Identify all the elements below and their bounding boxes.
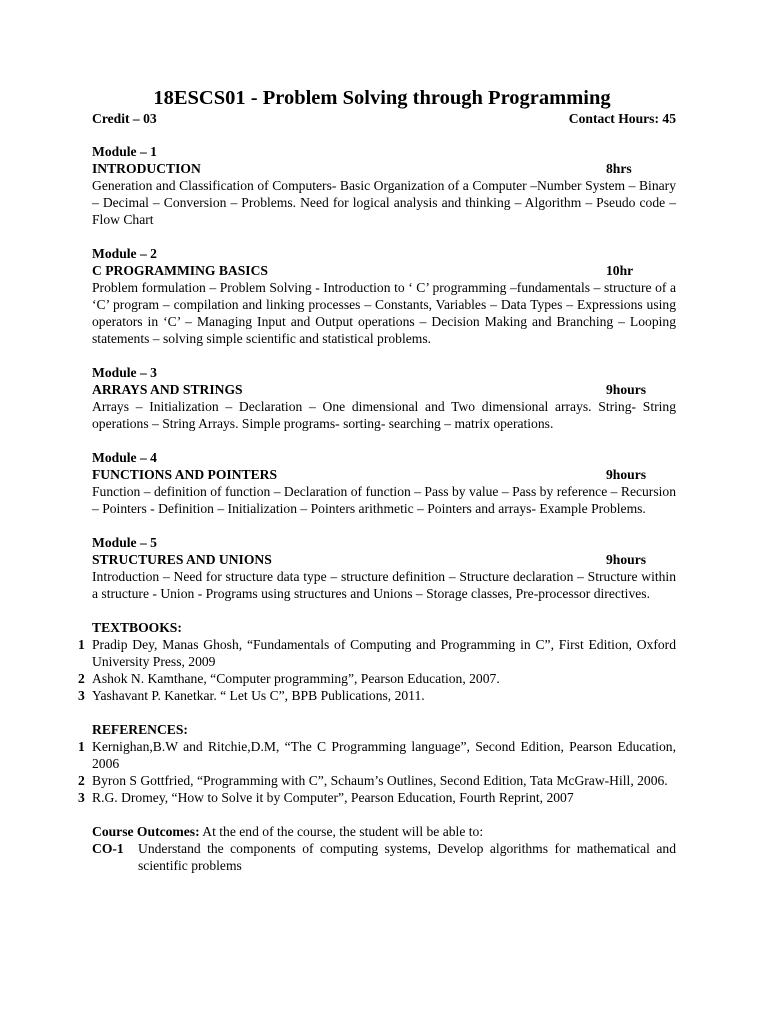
module-5 [92,534,676,602]
module-title: INTRODUCTION [92,161,201,176]
module-hours: 8hrs [606,161,632,176]
module-title: C PROGRAMMING BASICS [92,263,268,278]
references-heading: REFERENCES: [92,722,188,737]
module-body: Introduction – Need for structure data type – structure definition – Structure declaration – Structure within a structure - Union - Programs using structures and Unions – Storage classes, Pre-processor directives. [92,569,676,601]
module-3 [92,364,676,432]
module-hours: 9hours [606,382,647,397]
course-outcomes-section [92,823,676,874]
list-item [78,687,676,704]
module-1 [92,143,676,228]
list-item [78,772,676,789]
outcomes-intro-line [92,823,676,840]
textbooks-heading: TEXTBOOKS: [92,620,182,635]
list-item [78,738,676,772]
module-number: Module – 1 [92,144,157,159]
module-number: Module – 4 [92,450,157,465]
outcome-code: CO-1 [92,841,124,856]
list-item [78,636,676,670]
module-number: Module – 3 [92,365,157,380]
module-4 [92,449,676,517]
textbooks-list [78,636,676,704]
list-item [78,789,676,806]
outcome-item [92,840,676,874]
module-2 [92,245,676,347]
item-number: 2 [78,773,85,788]
syllabus-content [78,84,676,874]
item-text: Pradip Dey, Manas Ghosh, “Fundamentals of Computing and Programming in C”, First Edition, Oxford University Press, 2009 [92,637,676,669]
module-body: Arrays – Initialization – Declaration – One dimensional and Two dimensional arrays. String- String operations – String Arrays. Simple programs- sorting- searching – matrix operations. [92,399,676,431]
item-text: Yashavant P. Kanetkar. “ Let Us C”, BPB Publications, 2011. [92,688,425,703]
course-meta [92,110,676,127]
contact-hours-label: Contact Hours: 45 [568,111,676,126]
module-heading [92,466,676,483]
item-number: 3 [78,688,85,703]
item-number: 3 [78,790,85,805]
module-title: FUNCTIONS AND POINTERS [92,467,278,482]
list-item [78,670,676,687]
item-text: Ashok N. Kamthane, “Computer programming”, Pearson Education, 2007. [92,671,500,686]
outcome-text: Understand the components of computing systems, Develop algorithms for mathematical and scientific problems [138,841,676,873]
outcomes-label: Course Outcomes: [92,824,200,839]
course-title: 18ESCS01 - Problem Solving through Programming [153,87,611,109]
module-heading [92,381,676,398]
module-hours: 10hr [606,263,634,278]
module-hours: 9hours [606,467,647,482]
references-section [78,721,676,806]
references-list [78,738,676,806]
module-hours: 9hours [606,552,647,567]
outcomes-intro: At the end of the course, the student will be able to: [199,824,484,839]
module-body: Problem formulation – Problem Solving - Introduction to ‘ C’ programming –fundamentals – structure of a ‘C’ program – compilation and linking processes – Constants, Variables – Data Types – Expressions using operators in ‘C’ – Managing Input and Output operations – Decision Making and Branching – Looping statements – solving simple scientific and statistical problems. [92,280,676,346]
item-number: 1 [78,739,85,754]
module-body: Generation and Classification of Computers- Basic Organization of a Computer –Number System – Binary – Decimal – Conversion – Problems. Need for logical analysis and thinking – Algorithm – Pseudo code – Flow Chart [92,178,676,227]
module-heading [92,262,676,279]
item-text: Kernighan,B.W and Ritchie,D.M, “The C Programming language”, Second Edition, Pearson Education, 2006 [92,739,676,771]
module-title: STRUCTURES AND UNIONS [92,552,272,567]
item-number: 2 [78,671,85,686]
module-number: Module – 5 [92,535,157,550]
module-heading [92,551,676,568]
textbooks-section [78,619,676,704]
item-text: R.G. Dromey, “How to Solve it by Computer”, Pearson Education, Fourth Reprint, 2007 [92,790,574,805]
module-heading [92,160,676,177]
module-title: ARRAYS AND STRINGS [92,382,243,397]
item-number: 1 [78,637,85,652]
item-text: Byron S Gottfried, “Programming with C”, Schaum’s Outlines, Second Edition, Tata McGraw-Hill, 2006. [92,773,668,788]
module-number: Module – 2 [92,246,157,261]
credit-label: Credit – 03 [92,111,157,126]
module-body: Function – definition of function – Declaration of function – Pass by value – Pass by reference – Recursion – Pointers - Definition – Initialization – Pointers arithmetic – Pointers and arrays- Example Problems. [92,484,676,516]
